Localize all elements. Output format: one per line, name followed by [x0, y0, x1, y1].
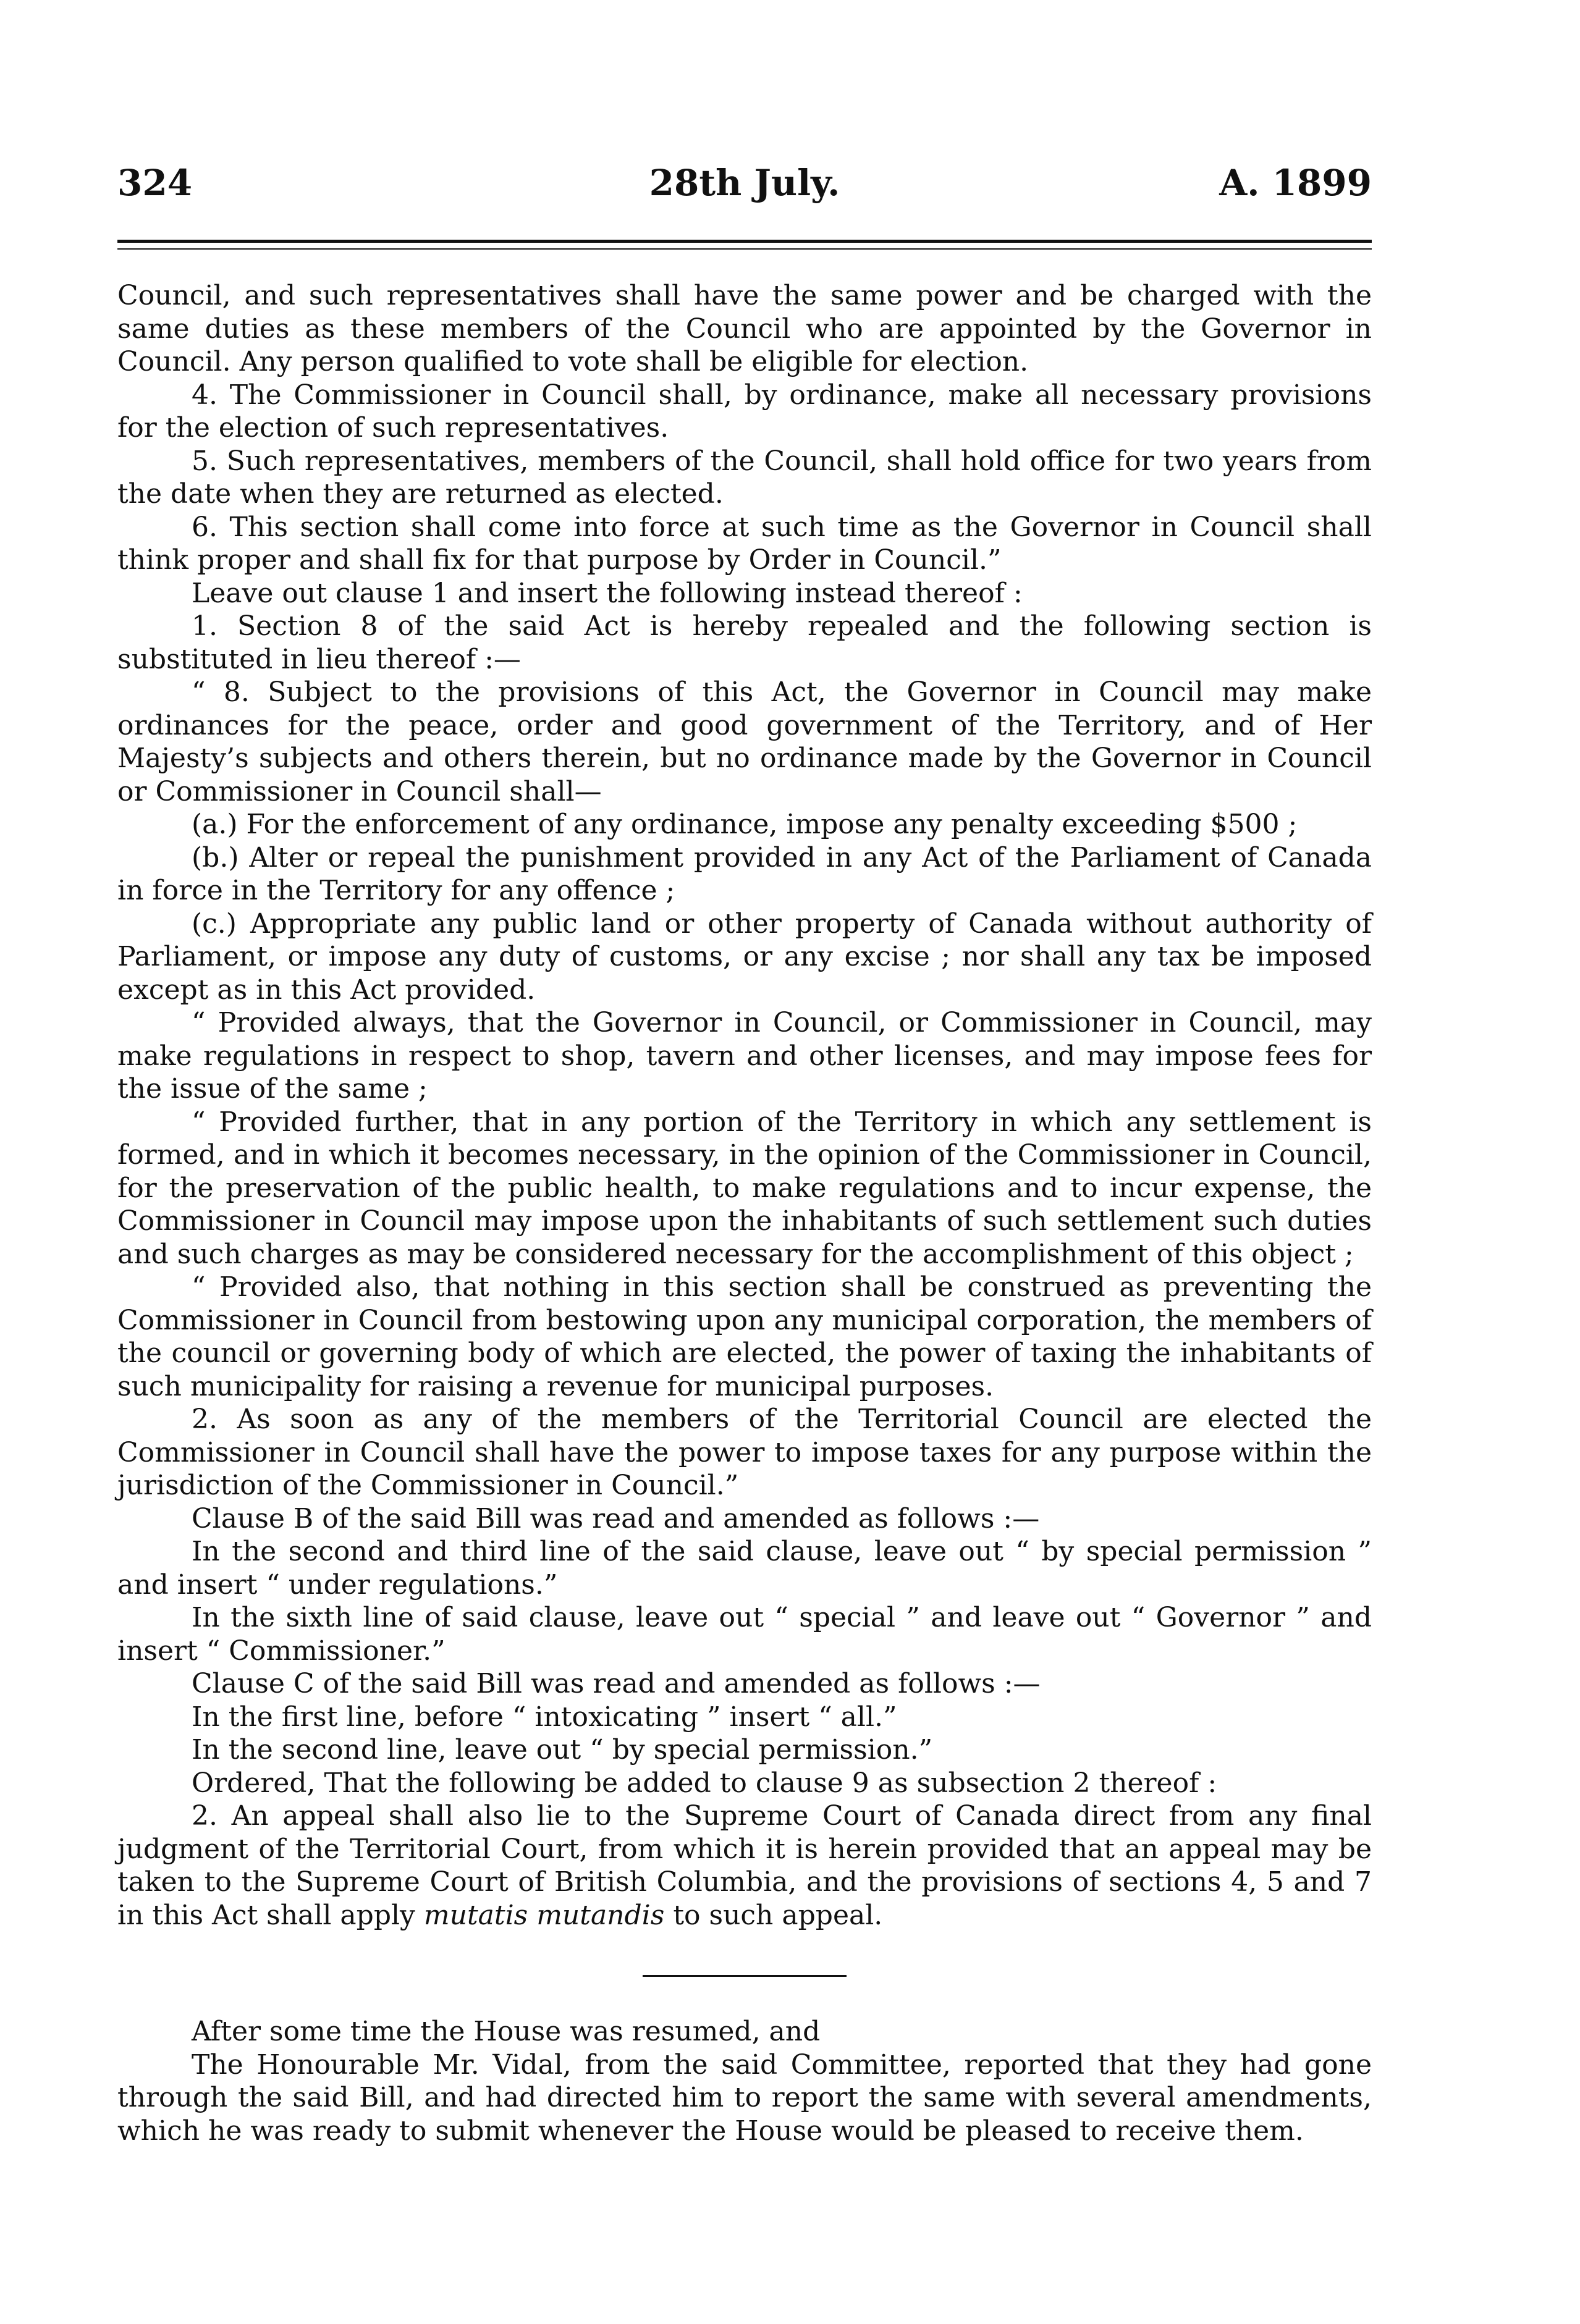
paragraph: Council, and such representatives shall have the same power and be charged with the same duties as these members of the Council who are appointed by the Governor in Council. Any person qualified to vote shall be eligible for election. [117, 280, 1372, 377]
paragraph: “ 8. Subject to the provisions of this Act, the Governor in Council may make ordinances for the peace, order and good government of the Territory, and of Her Majesty’s subjects and others therein, but no ordinance made by the Governor in Council or Commissioner in Council shall— [117, 676, 1372, 807]
paragraph: After some time the House was resumed, and [192, 2016, 821, 2047]
paragraph: Leave out clause 1 and insert the following instead thereof : [192, 577, 1023, 609]
subsection-a: (a.) For the enforcement of any ordinance, impose any penalty exceeding $500 ; [192, 809, 1298, 840]
appeal-text: 2. An appeal shall also lie to the Supreme Court of Canada direct from any final judgment of the Territorial Court, from which it is herein provided that an appeal may be taken to the Supreme Court of British Columbia, and the provisions of sections 4, 5 and 7 in this Act shall apply [117, 1800, 1372, 1931]
paragraph: In the second and third line of the said clause, leave out “ by special permission ” and insert “ under regulations.” [117, 1536, 1372, 1601]
paragraph: Clause C of the said Bill was read and amended as follows :— [192, 1668, 1041, 1699]
paragraph: 4. The Commissioner in Council shall, by ordinance, make all necessary provisions for the election of such representatives. [117, 379, 1372, 444]
appeal-latin: mutatis mutandis [423, 1899, 665, 1931]
paragraph: 6. This section shall come into force at such time as the Governor in Council shall think proper and shall fix for that purpose by Order in Council.” [117, 511, 1372, 576]
page-date: 28th July. [649, 162, 840, 204]
paragraph: 2. As soon as any of the members of the Territorial Council are elected the Commissioner in Council shall have the power to impose taxes for any purpose within the jurisdiction of the Commissioner in Council.” [117, 1404, 1372, 1501]
appeal-paragraph [117, 1800, 1372, 1932]
page-number: 324 [117, 162, 193, 204]
appeal-text-end: to such appeal. [664, 1899, 883, 1931]
body-text [117, 279, 1372, 2147]
paragraph: Clause B of the said Bill was read and amended as follows :— [192, 1502, 1040, 1535]
paragraph: “ Provided always, that the Governor in Council, or Commissioner in Council, may make regulations in respect to shop, tavern and other licenses, and may impose fees for the issue of the same ; [117, 1007, 1372, 1105]
paragraph: “ Provided further, that in any portion of the Territory in which any settlement is formed, and in which it becomes necessary, in the opinion of the Commissioner in Council, for the preservation of the public health, to make regulations and to incur expense, the Commissioner in Council may impose upon the inhabitants of such settlement such duties and such charges as may be considered necessary for the accomplishment of this object ; [117, 1106, 1372, 1270]
section-divider [643, 1975, 847, 1977]
paragraph: Ordered, That the following be added to clause 9 as subsection 2 thereof : [192, 1767, 1217, 1799]
header-rule-thin [117, 248, 1372, 250]
header-rule-thick [117, 240, 1372, 243]
subsection-b: (b.) Alter or repeal the punishment provided in any Act of the Parliament of Canada in force in the Territory for any offence ; [117, 841, 1372, 906]
page-year: A. 1899 [1219, 162, 1372, 204]
paragraph: In the second line, leave out “ by special permission.” [192, 1734, 933, 1766]
paragraph: “ Provided also, that nothing in this section shall be construed as preventing the Commissioner in Council from bestowing upon any municipal corporation, the members of the council or governing body of which are elected, the power of taxing the inhabitants of such municipality for raising a revenue for municipal purposes. [117, 1271, 1372, 1402]
subsection-c: (c.) Appropriate any public land or other property of Canada without authority of Parliament, or impose any duty of customs, or any excise ; nor shall any tax be imposed except as in this Act provided. [117, 907, 1372, 1006]
paragraph: 1. Section 8 of the said Act is hereby repealed and the following section is substituted in lieu thereof :— [117, 610, 1372, 675]
paragraph: In the sixth line of said clause, leave out “ special ” and leave out “ Governor ” and insert “ Commissioner.” [117, 1602, 1372, 1667]
paragraph: In the first line, before “ intoxicating ” insert “ all.” [192, 1701, 897, 1733]
page-header [117, 162, 1372, 211]
paragraph: 5. Such representatives, members of the Council, shall hold office for two years from the date when they are returned as elected. [117, 445, 1372, 510]
closing-text [117, 2015, 1372, 2147]
paragraph: The Honourable Mr. Vidal, from the said Committee, reported that they had gone through the said Bill, and had directed him to report the same with several amendments, which he was ready to submit whenever the House would be pleased to receive them. [117, 2048, 1372, 2147]
